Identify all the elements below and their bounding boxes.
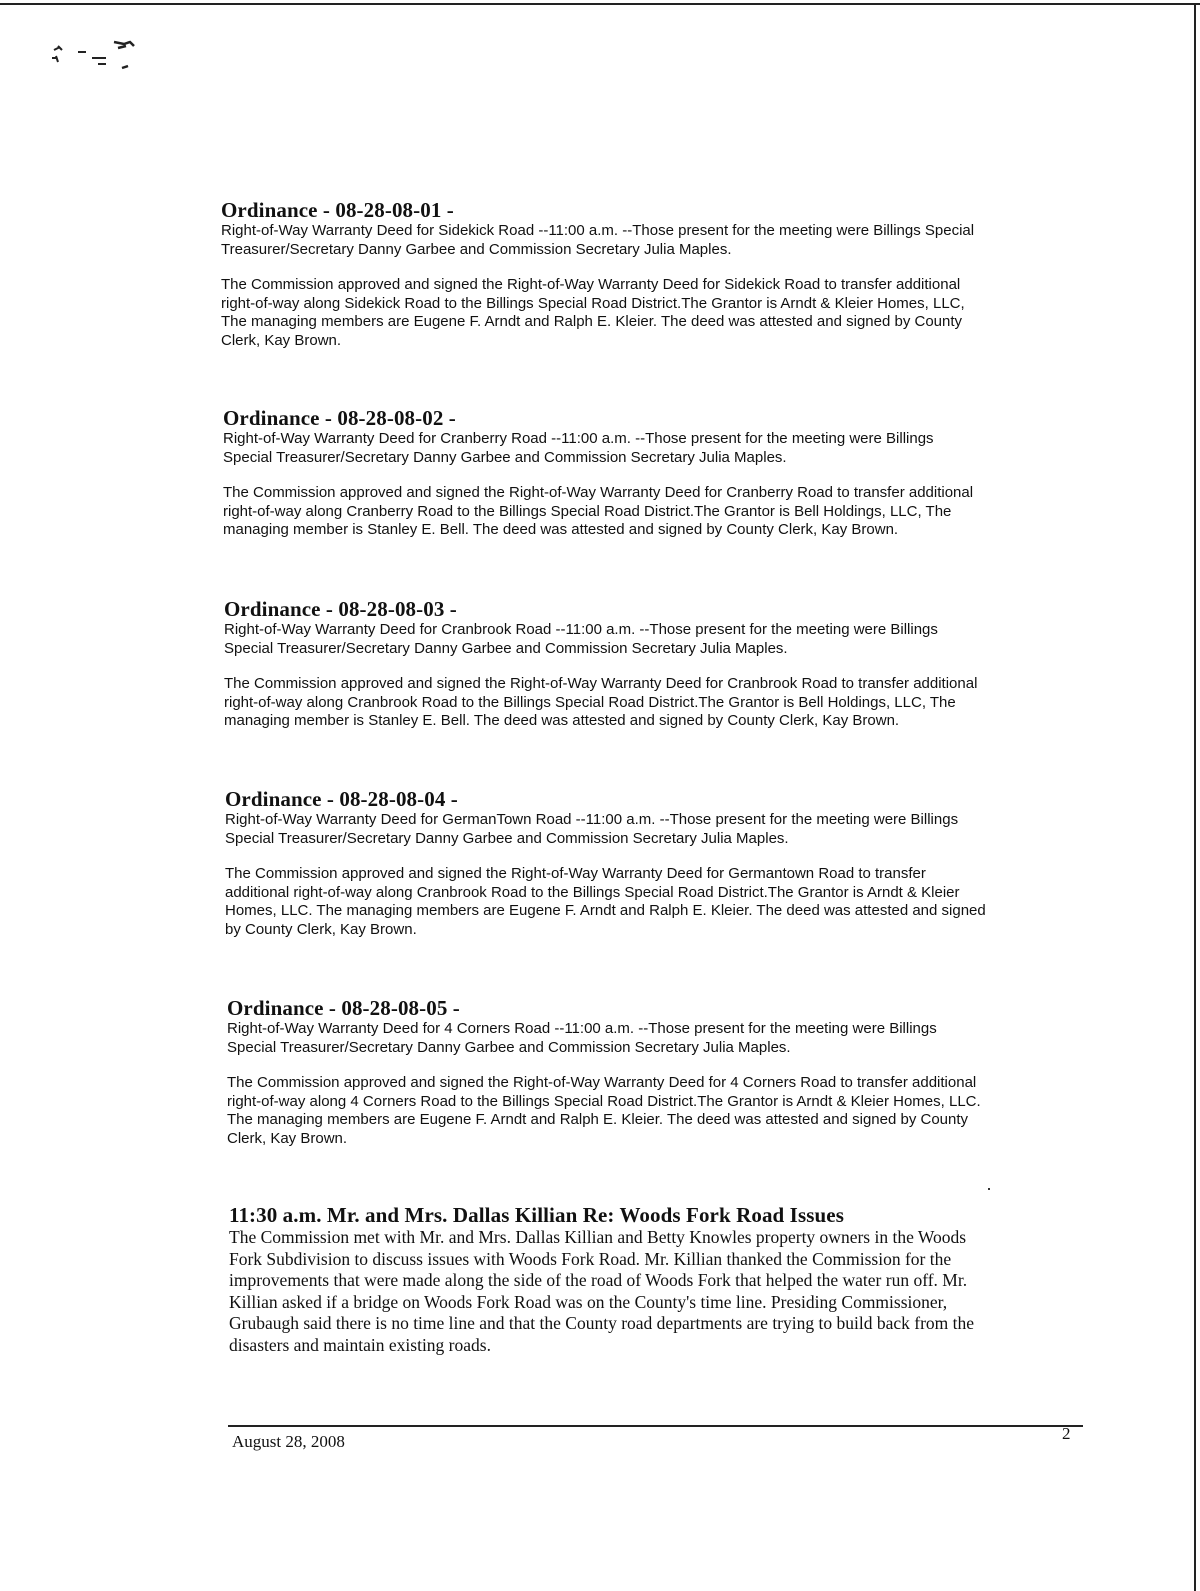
- meeting-heading: 11:30 a.m. Mr. and Mrs. Dallas Killian Re: Woods Fork Road Issues: [229, 1203, 844, 1227]
- text-line: Killian asked if a bridge on Woods Fork Road was on the County's time line. Presiding Commissioner,: [229, 1291, 948, 1312]
- page-top-border: [0, 3, 1200, 5]
- text-line: right-of-way along Sidekick Road to the Billings Special Road District.The Grantor is Arndt & Kleier Homes, LLC,: [221, 294, 965, 312]
- text-line: The Commission met with Mr. and Mrs. Dallas Killian and Betty Knowles property owners in the Woods: [229, 1227, 967, 1247]
- text-line: disasters and maintain existing roads.: [229, 1334, 491, 1355]
- text-line: The Commission approved and signed the Right-of-Way Warranty Deed for 4 Corners Road to transfer additional: [227, 1074, 977, 1091]
- ordinance-intro: [221, 222, 1071, 259]
- ordinance-body: [221, 276, 1071, 350]
- ordinance-heading: Ordinance - 08-28-08-01 -: [221, 198, 454, 222]
- meeting-body: [229, 1227, 1089, 1356]
- text-line: improvements that were made along the side of the road of Woods Fork that helped the water run off. Mr.: [229, 1270, 968, 1290]
- text-line: The managing members are Eugene F. Arndt and Ralph E. Kleier. The deed was attested and signed by County: [227, 1111, 969, 1128]
- text-line: Special Treasurer/Secretary Danny Garbee and Commission Secretary Julia Maples.: [223, 448, 787, 466]
- ordinance-heading: Ordinance - 08-28-08-03 -: [224, 597, 457, 621]
- ordinance-intro: [227, 1020, 1077, 1057]
- text-line: The Commission approved and signed the Right-of-Way Warranty Deed for Germantown Road to transfer: [225, 865, 926, 882]
- text-line: managing member is Stanley E. Bell. The deed was attested and signed by County Clerk, Kay Brown.: [224, 712, 900, 729]
- ordinance-body: [223, 484, 1073, 540]
- text-line: right-of-way along 4 Corners Road to the Billings Special Road District.The Grantor is Arndt & Kleier Homes, LLC.: [227, 1092, 981, 1110]
- ordinance-section-2: [223, 406, 1073, 540]
- ordinance-intro: [225, 811, 1075, 848]
- ordinance-body: [224, 675, 1074, 731]
- ordinance-section-5: [227, 996, 1077, 1148]
- ordinance-heading: Ordinance - 08-28-08-02 -: [223, 406, 456, 430]
- text-line: The managing members are Eugene F. Arndt and Ralph E. Kleier. The deed was attested and signed by County: [221, 313, 963, 330]
- scan-artifact-icon: [48, 38, 148, 78]
- ordinance-section-1: [221, 198, 1071, 350]
- ordinance-section-4: [225, 787, 1075, 939]
- text-line: Clerk, Kay Brown.: [227, 1129, 348, 1147]
- text-line: The Commission approved and signed the Right-of-Way Warranty Deed for Sidekick Road to transfer additional: [221, 276, 961, 293]
- text-line: by County Clerk, Kay Brown.: [225, 920, 417, 938]
- text-line: The Commission approved and signed the Right-of-Way Warranty Deed for Cranberry Road to transfer additional: [223, 484, 974, 501]
- text-line: Fork Subdivision to discuss issues with Woods Fork Road. Mr. Killian thanked the Commission for the: [229, 1248, 952, 1269]
- ordinance-body: [225, 865, 1075, 939]
- text-line: Right-of-Way Warranty Deed for Cranberry Road --11:00 a.m. --Those present for the meeting were Billings: [223, 430, 934, 447]
- ordinance-body: [227, 1074, 1077, 1148]
- footer-date: August 28, 2008: [232, 1432, 345, 1451]
- scan-speck: [988, 1188, 990, 1190]
- ordinance-heading: Ordinance - 08-28-08-05 -: [227, 996, 460, 1020]
- page-number: 2: [1062, 1424, 1071, 1443]
- text-line: right-of-way along Cranbrook Road to the Billings Special Road District.The Grantor is Bell Holdings, LLC, The: [224, 693, 956, 711]
- text-line: Right-of-Way Warranty Deed for GermanTown Road --11:00 a.m. --Those present for the meeting were Billings: [225, 811, 959, 828]
- footer-divider: [228, 1425, 1083, 1427]
- text-line: Right-of-Way Warranty Deed for 4 Corners Road --11:00 a.m. --Those present for the meeting were Billings: [227, 1020, 937, 1037]
- text-line: Special Treasurer/Secretary Danny Garbee and Commission Secretary Julia Maples.: [227, 1038, 791, 1056]
- text-line: Special Treasurer/Secretary Danny Garbee and Commission Secretary Julia Maples.: [224, 639, 788, 657]
- text-line: managing member is Stanley E. Bell. The deed was attested and signed by County Clerk, Kay Brown.: [223, 521, 899, 538]
- text-line: Special Treasurer/Secretary Danny Garbee and Commission Secretary Julia Maples.: [225, 829, 789, 847]
- ordinance-intro: [223, 430, 1073, 467]
- text-line: Right-of-Way Warranty Deed for Sidekick Road --11:00 a.m. --Those present for the meeting were Billings Special: [221, 222, 975, 239]
- ordinance-heading: Ordinance - 08-28-08-04 -: [225, 787, 458, 811]
- text-line: right-of-way along Cranberry Road to the Billings Special Road District.The Grantor is Bell Holdings, LLC, The: [223, 502, 952, 520]
- text-line: Right-of-Way Warranty Deed for Cranbrook Road --11:00 a.m. --Those present for the meeting were Billings: [224, 621, 938, 638]
- text-line: The Commission approved and signed the Right-of-Way Warranty Deed for Cranbrook Road to transfer additional: [224, 675, 978, 692]
- meeting-section: [229, 1203, 1089, 1356]
- text-line: Homes, LLC. The managing members are Eugene F. Arndt and Ralph E. Kleier. The deed was attested and signed: [225, 902, 986, 919]
- page-right-border: [1194, 3, 1196, 1591]
- text-line: Clerk, Kay Brown.: [221, 331, 342, 349]
- text-line: Grubaugh said there is no time line and that the County road departments are trying to build back from the: [229, 1313, 975, 1333]
- text-line: Treasurer/Secretary Danny Garbee and Commission Secretary Julia Maples.: [221, 240, 732, 258]
- text-line: additional right-of-way along Cranbrook Road to the Billings Special Road District.The Grantor is Arndt & Kleier: [225, 883, 960, 901]
- ordinance-intro: [224, 621, 1074, 658]
- ordinance-section-3: [224, 597, 1074, 731]
